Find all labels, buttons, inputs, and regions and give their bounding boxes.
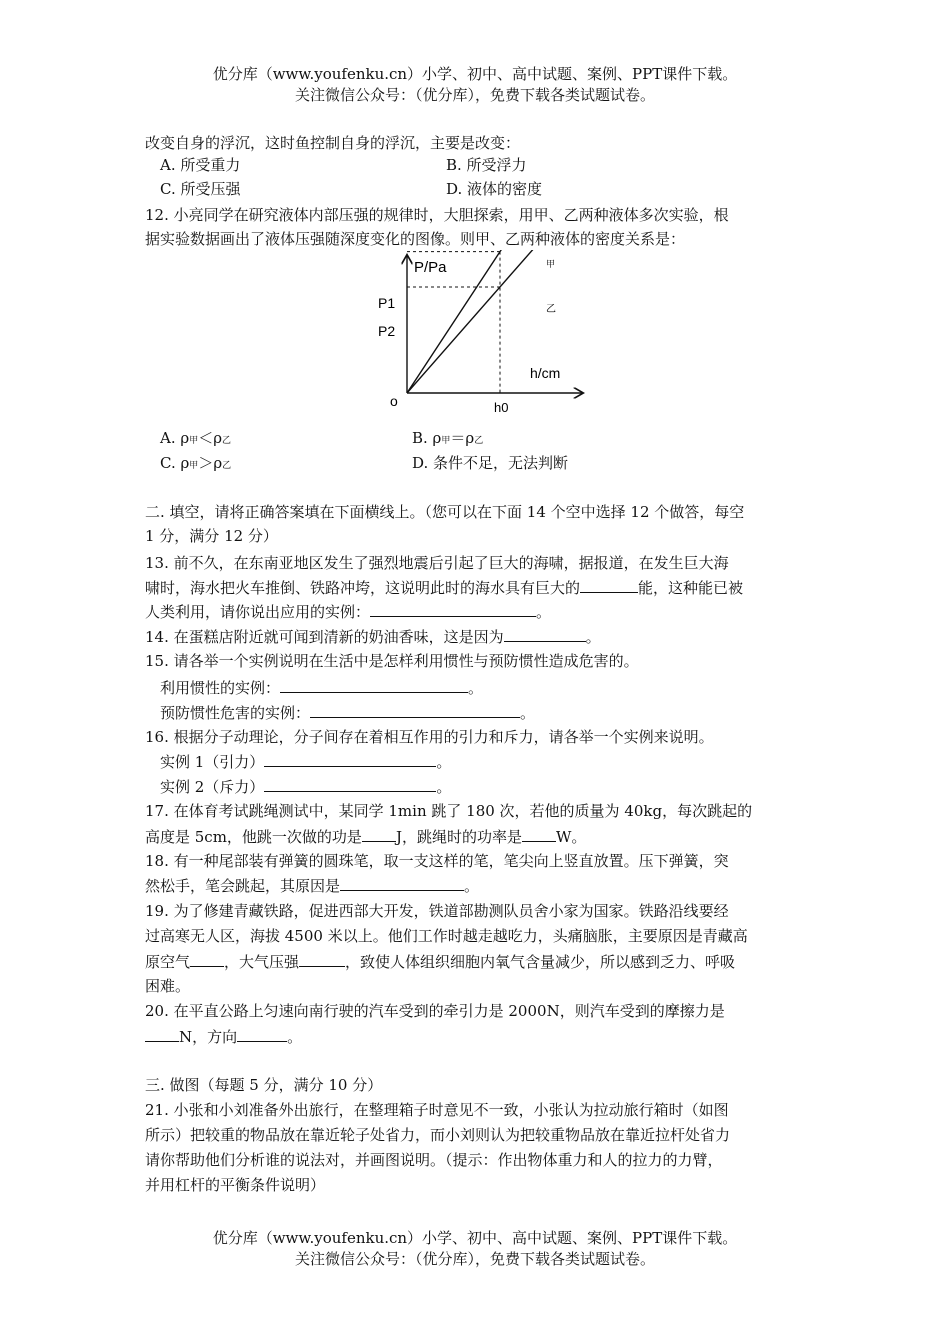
q19-blank-pressure[interactable] bbox=[299, 950, 345, 967]
y-marker-p2: P2 bbox=[378, 323, 396, 339]
q20-blank-friction[interactable] bbox=[145, 1025, 179, 1042]
q11-stem: 改变自身的浮沉，这时鱼控制自身的浮沉，主要是改变： bbox=[145, 134, 521, 152]
series-label-jia: 甲 bbox=[546, 259, 556, 269]
q20-blank-direction[interactable] bbox=[237, 1025, 287, 1042]
q15-line: 15. 请各举一个实例说明在生活中是怎样利用惯性与预防惯性造成危害的。 bbox=[145, 652, 639, 670]
q17-blank-power[interactable] bbox=[522, 825, 556, 842]
q12-option-a: A. ρ甲＜ρ乙 bbox=[160, 429, 232, 447]
q16-blank-1[interactable] bbox=[264, 750, 436, 767]
q15-prevent: 预防惯性危害的实例： 。 bbox=[160, 701, 535, 724]
q12-option-b: B. ρ甲＝ρ乙 bbox=[412, 429, 484, 447]
q12-line-2: 据实验数据画出了液体压强随深度变化的图像。则甲、乙两种液体的密度关系是： bbox=[145, 230, 686, 248]
q21-line-1: 21. 小张和小刘准备外出旅行，在整理箱子时意见不一致，小张认为拉动旅行箱时（如图 bbox=[145, 1101, 729, 1119]
header-line-2: 关注微信公众号：（优分库），免费下载各类试题试卷。 bbox=[294, 86, 655, 104]
q17-line-2: 高度是 5cm，他跳一次做的功是 J，跳绳时的功率是 W。 bbox=[145, 825, 586, 848]
q21-line-4: 并用杠杆的平衡条件说明） bbox=[145, 1176, 326, 1194]
q19-line-3: 原空气 ，大气压强 ，致使人体组织细胞内氧气含量减少，所以感到乏力、呼吸 bbox=[145, 950, 735, 973]
q14-blank[interactable] bbox=[504, 625, 586, 642]
q17-line-1: 17. 在体育考试跳绳测试中，某同学 1min 跳了 180 次，若他的质量为 40kg，每次跳起的 bbox=[145, 802, 753, 820]
q16-blank-2[interactable] bbox=[264, 775, 436, 792]
origin-label: o bbox=[390, 393, 398, 409]
q13-blank-example[interactable] bbox=[370, 600, 536, 617]
q13-blank-energy[interactable] bbox=[580, 576, 638, 593]
q15-blank-prevent[interactable] bbox=[310, 701, 520, 718]
q20-line-1: 20. 在平直公路上匀速向南行驶的汽车受到的牵引力是 2000N，则汽车受到的摩擦力是 bbox=[145, 1002, 725, 1020]
series-label-yi: 乙 bbox=[546, 304, 556, 315]
q19-line-1: 19. 为了修建青藏铁路，促进西部大开发，铁道部勘测队员舍小家为国家。铁路沿线要经 bbox=[145, 902, 729, 920]
q15-blank-use[interactable] bbox=[280, 676, 468, 693]
q21-line-2: 所示）把较重的物品放在靠近轮子处省力，而小刘则认为把较重物品放在靠近拉杆处省力 bbox=[145, 1126, 731, 1144]
q18-line-2: 然松手，笔会跳起，其原因是 。 bbox=[145, 874, 479, 897]
q15-use: 利用惯性的实例： 。 bbox=[160, 676, 483, 699]
q18-line-1: 18. 有一种尾部装有弹簧的圆珠笔，取一支这样的笔，笔尖向上竖直放置。压下弹簧，突 bbox=[145, 852, 729, 870]
q19-line-4: 困难。 bbox=[145, 977, 191, 995]
footer-line-1: 优分库（www.youfenku.cn）小学、初中、高中试题、案例、PPT课件下载。 bbox=[212, 1229, 738, 1247]
section2-title-1: 二. 填空，请将正确答案填在下面横线上。（您可以在下面 14 个空中选择 12 个做答，每空 bbox=[145, 503, 745, 521]
q11-option-c: C. 所受压强 bbox=[160, 180, 241, 198]
q11-option-d: D. 液体的密度 bbox=[446, 180, 543, 198]
header-line-1: 优分库（www.youfenku.cn）小学、初中、高中试题、案例、PPT课件下载。 bbox=[212, 65, 738, 83]
q13-line-2: 啸时，海水把火车推倒、铁路冲垮，这说明此时的海水具有巨大的 能，这种能已被 bbox=[145, 576, 743, 599]
q16-line: 16. 根据分子动理论，分子间存在着相互作用的引力和斥力，请各举一个实例来说明。 bbox=[145, 728, 714, 746]
q13-line-1: 13. 前不久，在东南亚地区发生了强烈地震后引起了巨大的海啸，据报道，在发生巨大海 bbox=[145, 554, 729, 572]
q20-line-2: N，方向 。 bbox=[145, 1025, 302, 1048]
x-marker-label: h0 bbox=[494, 400, 509, 415]
section2-title-2: 1 分，满分 12 分） bbox=[145, 527, 278, 545]
q11-option-a: A. 所受重力 bbox=[160, 156, 241, 174]
q21-line-3: 请你帮助他们分析谁的说法对，并画图说明。（提示：作出物体重力和人的拉力的力臂， bbox=[145, 1151, 723, 1169]
q19-blank-air[interactable] bbox=[190, 950, 224, 967]
q18-blank[interactable] bbox=[340, 874, 464, 891]
q12-option-c: C. ρ甲＞ρ乙 bbox=[160, 454, 232, 472]
q16-ex2: 实例 2（斥力） 。 bbox=[160, 775, 451, 798]
q14-line: 14. 在蛋糕店附近就可闻到清新的奶油香味，这是因为 。 bbox=[145, 625, 601, 648]
section3-title: 三. 做图（每题 5 分，满分 10 分） bbox=[145, 1076, 383, 1094]
x-axis-label: h/cm bbox=[530, 365, 561, 381]
q13-line-3: 人类利用，请你说出应用的实例： 。 bbox=[145, 600, 551, 623]
q17-blank-work[interactable] bbox=[362, 825, 396, 842]
q12-line-1: 12. 小亮同学在研究液体内部压强的规律时，大胆探索，用甲、乙两种液体多次实验，根 bbox=[145, 206, 729, 224]
pressure-depth-chart bbox=[370, 250, 590, 420]
q11-option-b: B. 所受浮力 bbox=[446, 156, 527, 174]
footer-line-2: 关注微信公众号：（优分库），免费下载各类试题试卷。 bbox=[294, 1250, 655, 1268]
y-axis-label: P/Pa bbox=[414, 259, 447, 276]
q12-option-d: D. 条件不足，无法判断 bbox=[412, 454, 569, 472]
q19-line-2: 过高寒无人区，海拔 4500 米以上。他们工作时越走越吃力，头痛脑胀，主要原因是青藏高 bbox=[145, 927, 748, 945]
y-marker-p1: P1 bbox=[378, 295, 396, 311]
q16-ex1: 实例 1（引力） 。 bbox=[160, 750, 451, 773]
